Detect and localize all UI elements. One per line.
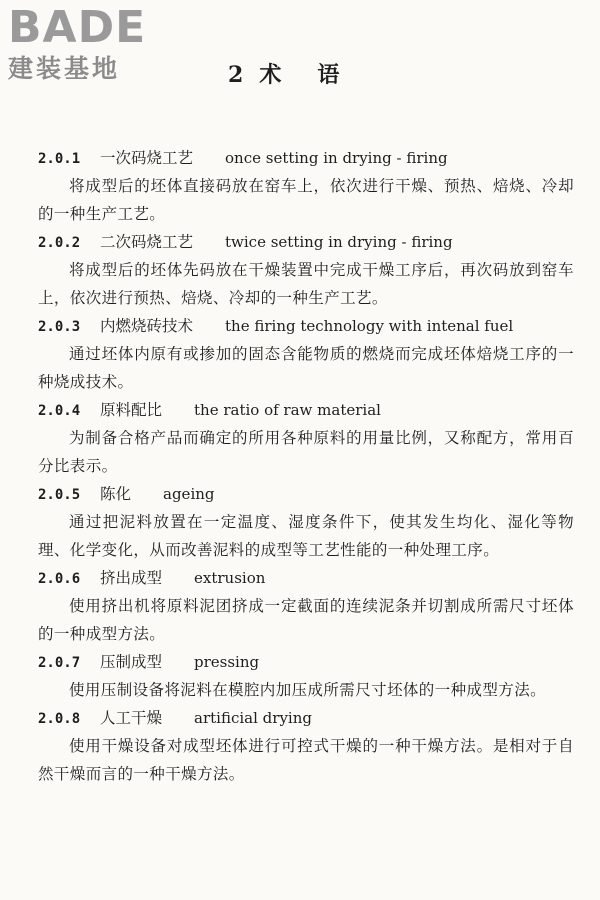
term-definition: 将成型后的坯体直接码放在窑车上，依次进行干燥、预热、焙烧、冷却的一种生产工艺。 bbox=[38, 177, 574, 223]
term-definition: 使用压制设备将泥料在模腔内加压成所需尺寸坯体的一种成型方法。 bbox=[69, 681, 547, 699]
term-entry bbox=[38, 144, 574, 228]
term-english: the ratio of raw material bbox=[194, 401, 381, 419]
chapter-title-part1: 术 bbox=[259, 62, 284, 88]
term-heading bbox=[38, 564, 574, 592]
chapter-number: 2 bbox=[228, 62, 246, 88]
term-english: once setting in drying - firing bbox=[225, 149, 448, 167]
term-chinese: 人工干燥 bbox=[100, 709, 163, 727]
term-chinese: 压制成型 bbox=[100, 653, 163, 671]
term-chinese: 陈化 bbox=[100, 485, 132, 503]
logo-wordmark: BADE bbox=[8, 2, 147, 53]
term-definition: 将成型后的坯体先码放在干燥装置中完成干燥工序后，再次码放到窑车上，依次进行预热、焙烧、冷却的一种生产工艺。 bbox=[38, 261, 574, 307]
term-heading bbox=[38, 228, 574, 256]
term-heading bbox=[38, 396, 574, 424]
term-english: the firing technology with intenal fuel bbox=[225, 317, 514, 335]
term-entry bbox=[38, 312, 574, 396]
term-code: 2.0.8 bbox=[38, 711, 81, 727]
term-entry bbox=[38, 480, 574, 564]
term-code: 2.0.4 bbox=[38, 403, 81, 419]
terms-list bbox=[38, 144, 574, 788]
term-code: 2.0.6 bbox=[38, 571, 81, 587]
term-definition: 为制备合格产品而确定的所用各种原料的用量比例，又称配方，常用百分比表示。 bbox=[38, 429, 574, 475]
term-code: 2.0.1 bbox=[38, 151, 81, 167]
term-chinese: 一次码烧工艺 bbox=[100, 149, 194, 167]
term-definition: 使用挤出机将原料泥团挤成一定截面的连续泥条并切割成所需尺寸坯体的一种成型方法。 bbox=[38, 597, 574, 643]
term-code: 2.0.7 bbox=[38, 655, 81, 671]
logo-tagline: 建装基地 bbox=[8, 54, 121, 83]
term-heading bbox=[38, 648, 574, 676]
term-definition: 通过把泥料放置在一定温度、湿度条件下，使其发生均化、湿化等物理、化学变化，从而改善泥料的成型等工艺性能的一种处理工序。 bbox=[38, 513, 574, 559]
term-chinese: 挤出成型 bbox=[100, 569, 163, 587]
term-entry bbox=[38, 704, 574, 788]
term-chinese: 原料配比 bbox=[100, 401, 163, 419]
term-entry bbox=[38, 228, 574, 312]
chapter-title-part2: 语 bbox=[317, 62, 342, 88]
term-definition: 使用干燥设备对成型坯体进行可控式干燥的一种干燥方法。是相对于自然干燥而言的一种干燥方法。 bbox=[38, 737, 574, 783]
brand-logo bbox=[8, 2, 178, 84]
term-heading bbox=[38, 704, 574, 732]
term-entry bbox=[38, 396, 574, 480]
chapter-title bbox=[228, 58, 341, 89]
term-heading bbox=[38, 312, 574, 340]
term-definition: 通过坯体内原有或掺加的固态含能物质的燃烧而完成坯体焙烧工序的一种烧成技术。 bbox=[38, 345, 574, 391]
term-english: extrusion bbox=[194, 569, 266, 587]
term-entry bbox=[38, 564, 574, 648]
term-heading bbox=[38, 144, 574, 172]
term-code: 2.0.3 bbox=[38, 319, 81, 335]
term-code: 2.0.5 bbox=[38, 487, 81, 503]
term-heading bbox=[38, 480, 574, 508]
term-english: artificial drying bbox=[194, 709, 312, 727]
term-english: ageing bbox=[163, 485, 215, 503]
term-english: twice setting in drying - firing bbox=[225, 233, 453, 251]
term-code: 2.0.2 bbox=[38, 235, 81, 251]
term-chinese: 二次码烧工艺 bbox=[100, 233, 194, 251]
term-entry bbox=[38, 648, 574, 704]
term-english: pressing bbox=[194, 653, 260, 671]
term-chinese: 内燃烧砖技术 bbox=[100, 317, 194, 335]
